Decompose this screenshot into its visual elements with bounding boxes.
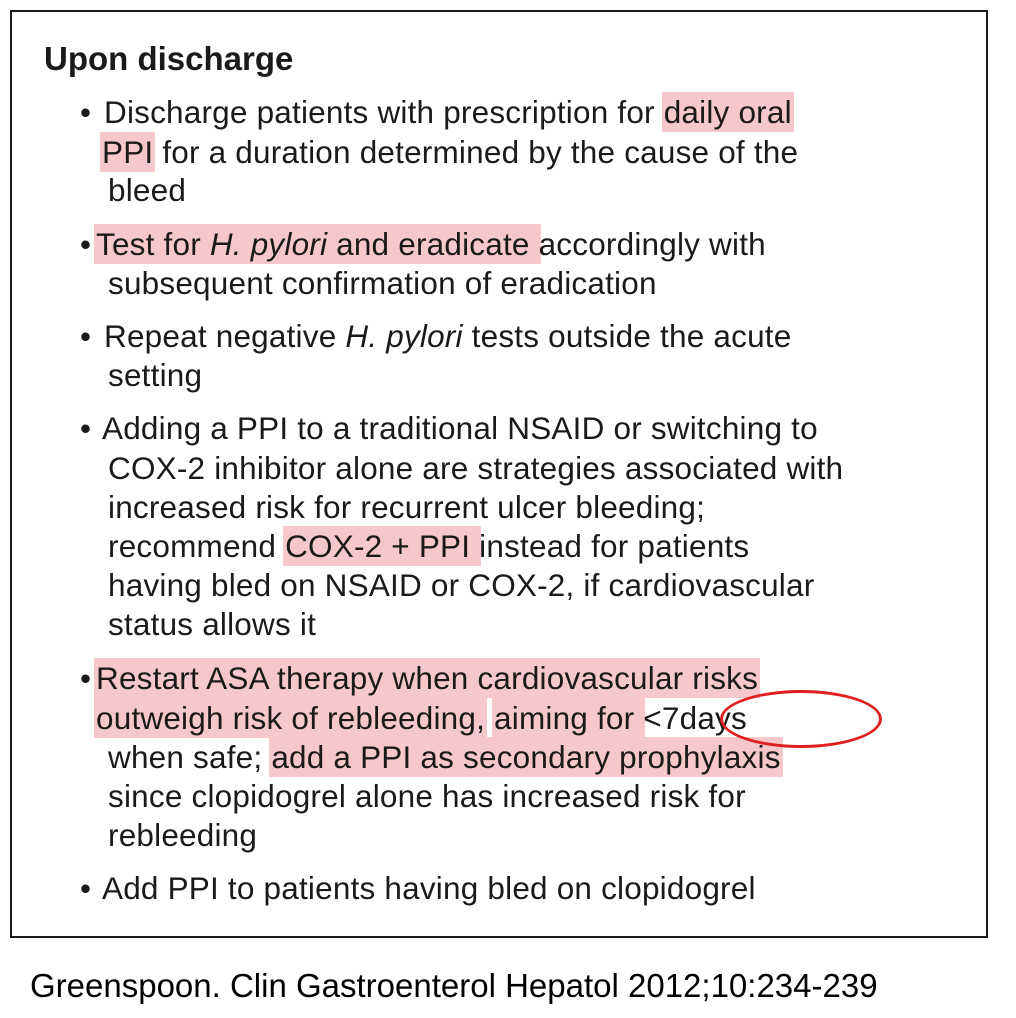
item3-line1 [104, 317, 791, 355]
highlight-outweigh-risk: outweigh risk of rebleeding, [96, 700, 486, 736]
item2-text: accordingly with [538, 226, 766, 262]
citation: Greenspoon. Clin Gastroenterol Hepatol 2012;10:234-239 [30, 967, 878, 1004]
item5-text: when safe; [108, 739, 272, 775]
item4-line3: increased risk for recurrent ulcer bleeding; [108, 489, 706, 525]
item1-text: for a duration determined by the cause of the [153, 134, 799, 170]
highlight-test-h-pylori [96, 226, 539, 262]
bullet-6: • [80, 870, 92, 906]
item4-line2: COX-2 inhibitor alone are strategies associated with [108, 450, 844, 486]
item5-line5: rebleeding [108, 817, 258, 853]
h-pylori-italic: H. pylori [209, 226, 328, 262]
item4-line6: status allows it [108, 606, 317, 642]
highlight-cox2-ppi: COX-2 + PPI [285, 528, 480, 564]
bullet-5: • [80, 660, 92, 696]
item4-line1: Adding a PPI to a traditional NSAID or switching to [102, 410, 818, 446]
item5-line1 [96, 659, 758, 697]
item2-line2: subsequent confirmation of eradication [108, 265, 657, 301]
item1-line3: bleed [108, 172, 187, 208]
highlight-add-ppi: add a PPI as secondary prophylaxis [271, 739, 781, 775]
highlight-aiming-for: aiming for [494, 700, 644, 736]
item3-text: Repeat negative [104, 318, 346, 354]
bullet-3: • [80, 318, 92, 354]
item2-text: and eradicate [327, 226, 539, 262]
item4-text: instead for patients [479, 528, 750, 564]
item3-line2: setting [108, 357, 203, 393]
item4-line5: having bled on NSAID or COX-2, if cardiovascular [108, 567, 815, 603]
item1-line2 [102, 133, 798, 171]
highlight-ppi: PPI [102, 134, 154, 170]
item5-line2 [96, 699, 747, 737]
highlight-restart-asa: Restart ASA therapy when cardiovascular risks [96, 660, 759, 696]
h-pylori-italic: H. pylori [345, 318, 463, 354]
section-heading: Upon discharge [44, 40, 294, 77]
item2-text: Test for [96, 226, 210, 262]
item4-line4 [108, 527, 749, 565]
item5-line3 [108, 738, 781, 776]
item5-gap [485, 700, 494, 736]
item1-line1 [104, 93, 792, 131]
highlight-daily-oral: daily oral [663, 94, 792, 130]
circled-7days: <7days [643, 700, 747, 736]
item1-text: Discharge patients with prescription for [104, 94, 664, 130]
item2-line1 [96, 225, 766, 263]
bullet-1: • [80, 94, 92, 130]
item5-line4: since clopidogrel alone has increased risk for [108, 778, 746, 814]
item3-text: tests outside the acute [462, 318, 792, 354]
item6-line1: Add PPI to patients having bled on clopidogrel [102, 870, 756, 906]
bullet-4: • [80, 410, 92, 446]
item4-text: recommend [108, 528, 286, 564]
bullet-2: • [80, 226, 92, 262]
